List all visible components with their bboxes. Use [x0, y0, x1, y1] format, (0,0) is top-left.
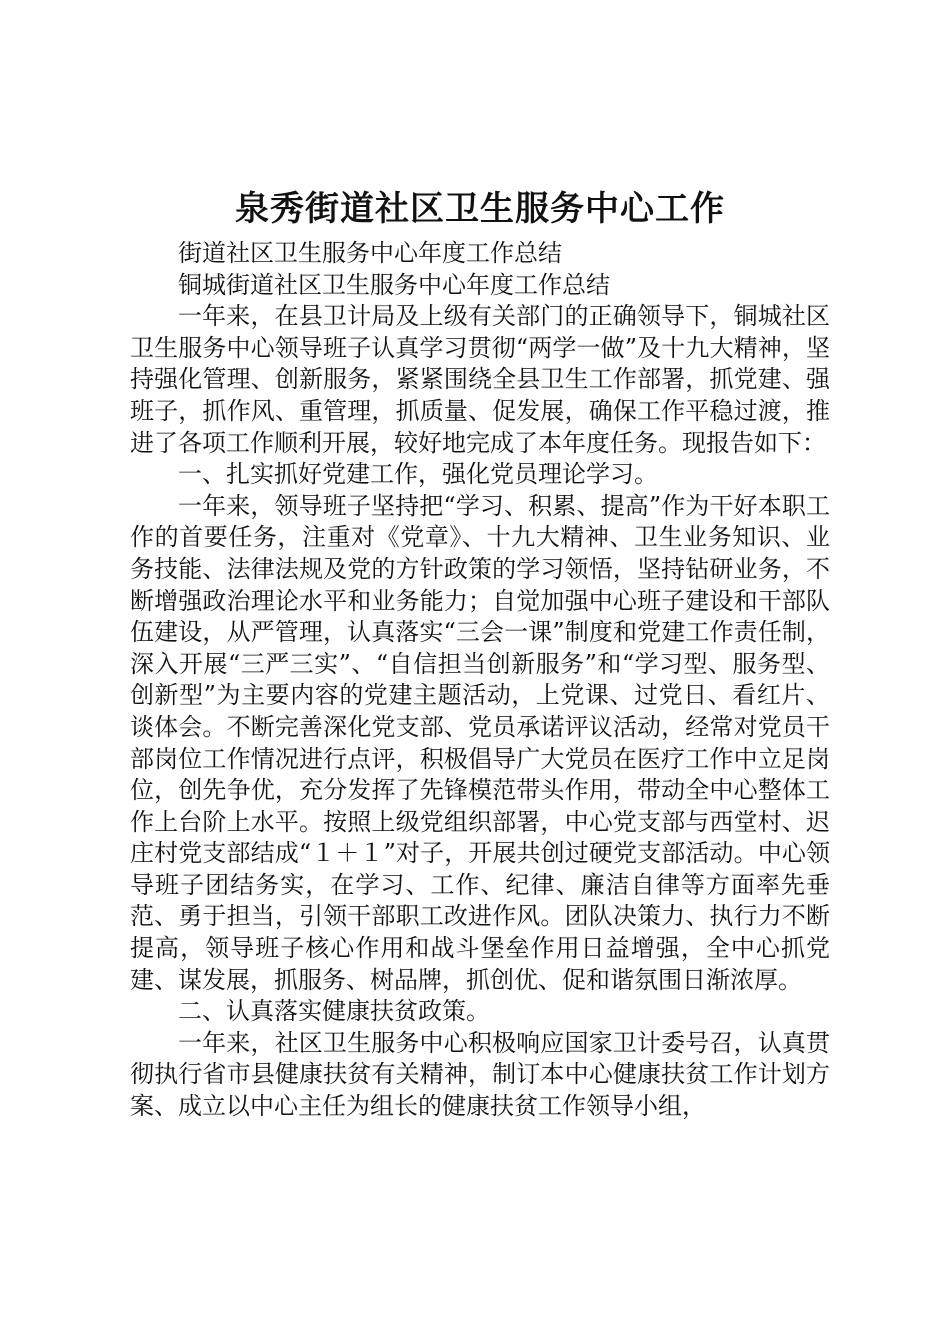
section-heading: 一、扎实抓好党建工作，强化党员理论学习。: [178, 460, 658, 489]
body-paragraph: 一年来，社区卫生服务中心积极响应国家卫计委号召，认真贯彻执行省市县健康扶贫有关精神，制订本中心健康扶贫工作计划方案、成立以中心主任为组长的健康扶贫工作领导小组，: [130, 1028, 830, 1121]
body-paragraph: 一年来，领导班子坚持把“学习、积累、提高”作为干好本职工作的首要任务，注重对《党章》、十九大精神、卫生业务知识、业务技能、法律法规及党的方针政策的学习领悟，坚持钻研业务，不断增强政治理论水平和业务能力；自觉加强中心班子建设和干部队伍建设，从严管理，认真落实“三会一课”制度和党建工作责任制，深入开展“三严三实”、“自信担当创新服务”和“学习型、服务型、创新型”为主要内容的党建主题活动，上党课、过党日、看红片、谈体会。不断完善深化党支部、党员承诺评议活动，经常对党员干部岗位工作情况进行点评，积极倡导广大党员在医疗工作中立足岗位，创先争优，充分发挥了先锋模范带头作用，带动全中心整体工作上台阶上水平。按照上级党组织部署，中心党支部与西堂村、迟庄村党支部结成“１＋１”对子，开展共创过硬党支部活动。中心领导班子团结务实，在学习、工作、纪律、廉洁自律等方面率先垂范、勇于担当，引领干部职工改进作风。团队决策力、执行力不断提高，领导班子核心作用和战斗堡垒作用日益增强，全中心抓党建、谋发展，抓服务、树品牌，抓创优、促和谐氛围日渐浓厚。: [130, 491, 830, 994]
document-title: 泉秀街道社区卫生服务中心工作: [235, 189, 725, 229]
document-page: [130, 184, 830, 1123]
subtitle-line: 街道社区卫生服务中心年度工作总结: [178, 239, 562, 267]
subtitle-line: 铜城街道社区卫生服务中心年度工作总结: [178, 270, 610, 299]
section-heading: 二、认真落实健康扶贫政策。: [178, 997, 490, 1026]
body-paragraph: 一年来，在县卫计局及上级有关部门的正确领导下，铜城社区卫生服务中心领导班子认真学习贯彻“两学一做”及十九大精神，坚持强化管理、创新服务，紧紧围绕全县卫生工作部署，抓党建、强班子，抓作风、重管理，抓质量、促发展，确保工作平稳过渡，推进了各项工作顺利开展，较好地完成了本年度任务。现报告如下：: [130, 302, 830, 457]
